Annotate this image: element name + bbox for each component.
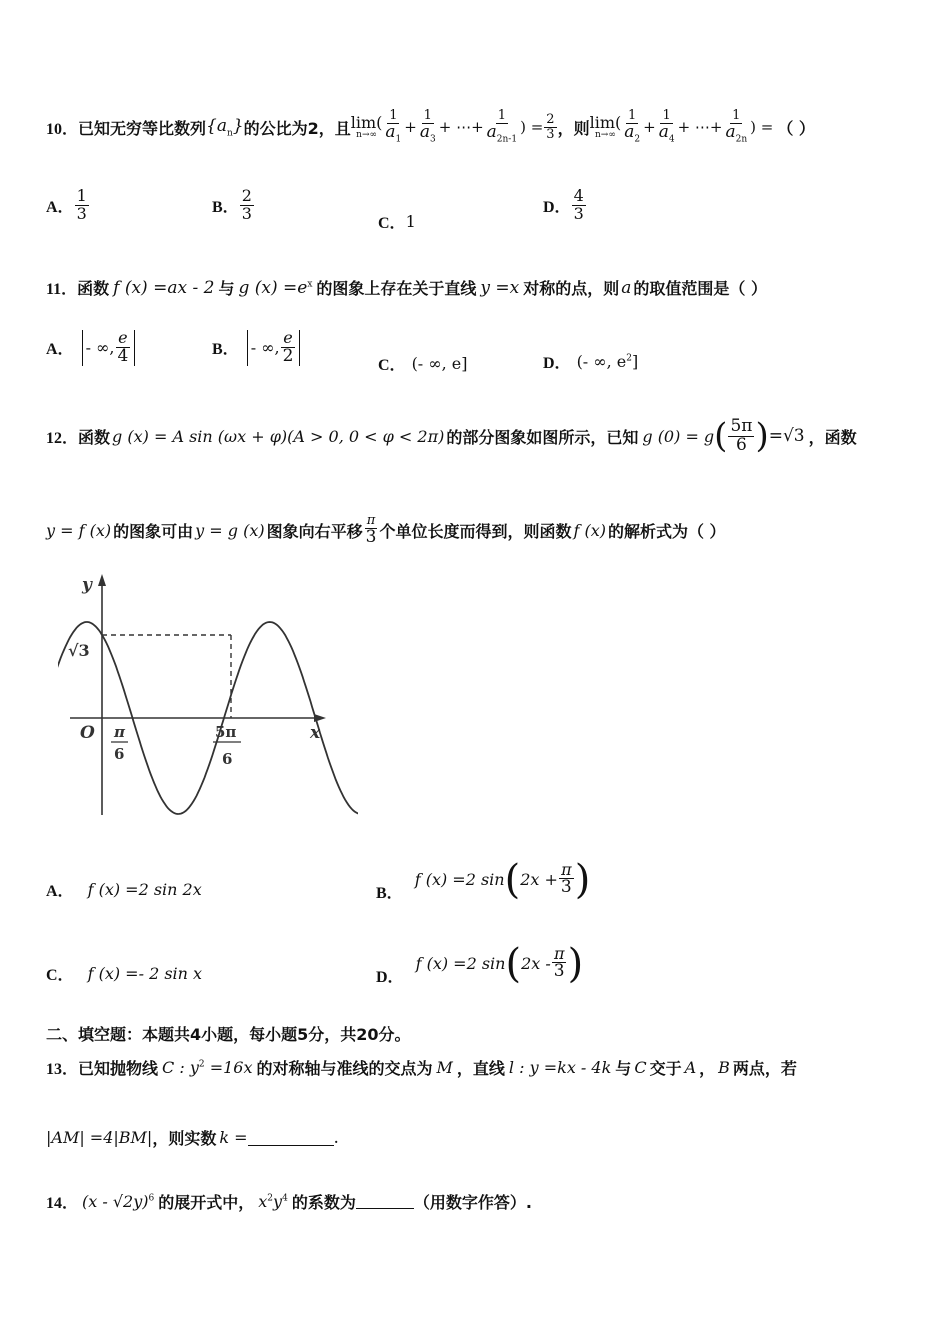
q13-point-a: A: [684, 1058, 697, 1077]
option-label: A．: [46, 341, 74, 359]
option-label: A．: [46, 883, 74, 900]
q13-text3: ，直线: [456, 1059, 505, 1078]
option-value: $\frac{1}{3}$: [76, 186, 87, 223]
section-heading: 二、填空题：本题共4小题，每小题5分，共20分。: [46, 1025, 411, 1044]
tick1-den: 6: [114, 745, 125, 763]
q11-text4: 对称的点，则: [523, 279, 620, 298]
q12-option-d[interactable]: [376, 940, 583, 987]
option-value: f (x) =2 sin 2x: [87, 880, 202, 899]
q10-line: [46, 104, 815, 150]
q10-text1: 已知无穷等比数列: [78, 118, 207, 138]
q11-text3: 的图象上存在关于直线: [316, 279, 477, 298]
option-label: D．: [543, 355, 571, 372]
option-label: B．: [376, 885, 403, 902]
q10-text3: ，则: [557, 118, 590, 138]
q11-function-f: f (x) =ax - 2: [113, 277, 215, 298]
q10-answer-paren: （ ）: [777, 118, 815, 138]
q13-var-k: k =: [219, 1128, 248, 1147]
q14-answer-blank[interactable]: [356, 1194, 414, 1209]
q12-line-2: [46, 514, 726, 546]
option-label: A．: [46, 198, 74, 216]
option-value: (- ∞, e]: [411, 354, 468, 373]
q14-text2: 的系数为: [291, 1193, 356, 1212]
q10-limit-2: lim( n→∞ $\frac{1}{a_2}$ + $\frac{1}{a_4}$ + ⋯+ $\frac{1}{a_{2n}}$ ) =: [589, 108, 774, 145]
q13-text5: 交于: [649, 1059, 682, 1078]
q10-number: 10．: [46, 120, 79, 138]
q12-line-1: [46, 418, 857, 455]
q12-option-c[interactable]: [46, 962, 202, 985]
q11-var-a: a: [621, 277, 632, 298]
option-value: - ∞, $\frac{e}{2}$: [247, 330, 301, 366]
q13-text7: ，则实数: [152, 1129, 217, 1148]
option-value: 1: [405, 212, 416, 231]
option-value: (- ∞, $e^2$]: [576, 352, 639, 371]
tick2-den: 6: [222, 750, 233, 768]
q10-text2: 的公比为2，且: [243, 118, 351, 138]
q12-function-g: g (x) = A sin (ωx + φ)(A > 0, 0 < φ < 2π): [112, 426, 445, 446]
q12-number: 12．: [46, 429, 79, 447]
q11-text2: 与: [218, 279, 235, 298]
option-label: C．: [46, 967, 74, 984]
q12-text7: 的解析式为（ ）: [607, 521, 726, 541]
q14-line: [46, 1190, 532, 1213]
q11-function-g: g $(x) =e^x$: [238, 277, 313, 298]
q14-text1: 的展开式中，: [158, 1193, 255, 1212]
q14-term: $x^2y^4$: [258, 1192, 288, 1211]
tick1-num: π: [114, 723, 125, 741]
q12-text4: 的图象可由: [113, 521, 194, 541]
option-label: B．: [212, 341, 239, 359]
q11-line-eq: y =x: [480, 277, 520, 298]
q12-option-a[interactable]: [46, 878, 202, 901]
option-value: - ∞, $\frac{e}{4}$: [82, 330, 136, 366]
x-label: x: [310, 723, 321, 743]
q10-option-d[interactable]: [543, 188, 587, 223]
q14-expression: (x - √2y)$^6$: [82, 1192, 155, 1211]
q10-seq: $\{a_n\}$: [206, 115, 244, 139]
option-value: f (x) =- 2 sin x: [87, 964, 203, 983]
q14-number: 14．: [46, 1195, 79, 1212]
option-value: $\frac{2}{3}$: [241, 186, 252, 223]
q12-text2: 的部分图象如图所示，已知: [446, 427, 639, 447]
q11-option-a[interactable]: [46, 330, 135, 366]
q10-option-b[interactable]: [212, 188, 255, 223]
q12-condition: g (0) = g ( $\frac{5\pi}{6}$ ) =√3: [642, 416, 805, 457]
q13-answer-blank[interactable]: [248, 1129, 334, 1146]
q12-text3: ，函数: [808, 427, 857, 447]
option-label: B．: [212, 198, 239, 216]
q13-line-eq: l : y =kx - 4k: [508, 1058, 612, 1077]
q13-line-1: [46, 1056, 797, 1079]
option-value: f (x) =2 sin ( 2x + $\frac{\pi}{3}$ ): [414, 856, 591, 903]
q13-comma: ，: [699, 1059, 716, 1078]
q12-option-b[interactable]: [376, 856, 590, 903]
option-label: C．: [378, 357, 406, 374]
q14-text3: （用数字作答）.: [413, 1193, 532, 1212]
q11-text5: 的取值范围是（ ）: [633, 279, 767, 298]
q13-curve-c: C: [634, 1058, 647, 1077]
q10-limit-1: lim( n→∞ $\frac{1}{a_1}$ + $\frac{1}{a_3}$ + ⋯+ $\frac{1}{a_{2n-1}}$ ) = $\frac{2}{3}$: [350, 108, 555, 145]
q12-text6: 个单位长度而得到，则函数: [379, 521, 572, 541]
q11-line: [46, 276, 767, 299]
q12-y-f: y = f (x): [46, 520, 112, 540]
y-label: y: [82, 575, 92, 595]
q13-condition: |AM| =4|BM|: [46, 1128, 153, 1147]
origin-label: O: [80, 723, 95, 743]
q11-option-b[interactable]: [212, 330, 300, 366]
q13-text6: 两点，若: [732, 1059, 797, 1078]
q13-point-m: M: [436, 1058, 453, 1077]
q11-text1: 函数: [77, 279, 110, 298]
q13-text2: 的对称轴与准线的交点为: [256, 1059, 433, 1078]
q13-text4: 与: [615, 1059, 632, 1078]
q13-line-2: [46, 1126, 339, 1149]
q12-fx: f (x): [573, 520, 606, 540]
q10-option-c[interactable]: [378, 210, 416, 233]
q11-number: 11．: [46, 281, 78, 298]
q13-text1: 已知抛物线: [78, 1059, 159, 1078]
q12-shift: $\frac{\pi}{3}$: [365, 513, 377, 547]
y-axis-arrow: [98, 574, 106, 586]
q12-sine-graph: [58, 570, 358, 830]
q13-parabola: C : $y^2 =16x$: [162, 1058, 253, 1077]
option-value: f (x) =2 sin ( 2x - $\frac{\pi}{3}$ ): [415, 940, 584, 987]
q11-option-d[interactable]: [543, 350, 638, 373]
q13-point-b: B: [718, 1058, 730, 1077]
tick2-num: 5π: [215, 723, 237, 741]
q11-option-c[interactable]: [378, 352, 468, 375]
option-label: D．: [543, 198, 571, 216]
option-value: $\frac{4}{3}$: [573, 186, 584, 223]
q12-text5: 图象向右平移: [266, 521, 363, 541]
q13-end: .: [333, 1127, 339, 1148]
q13-number: 13．: [46, 1061, 79, 1078]
option-label: C．: [378, 215, 406, 232]
q12-text1: 函数: [78, 427, 111, 447]
q12-y-g: y = g (x): [195, 520, 265, 540]
option-label: D．: [376, 969, 404, 986]
q10-option-a[interactable]: [46, 188, 90, 223]
sqrt3-label: √3: [68, 641, 90, 660]
